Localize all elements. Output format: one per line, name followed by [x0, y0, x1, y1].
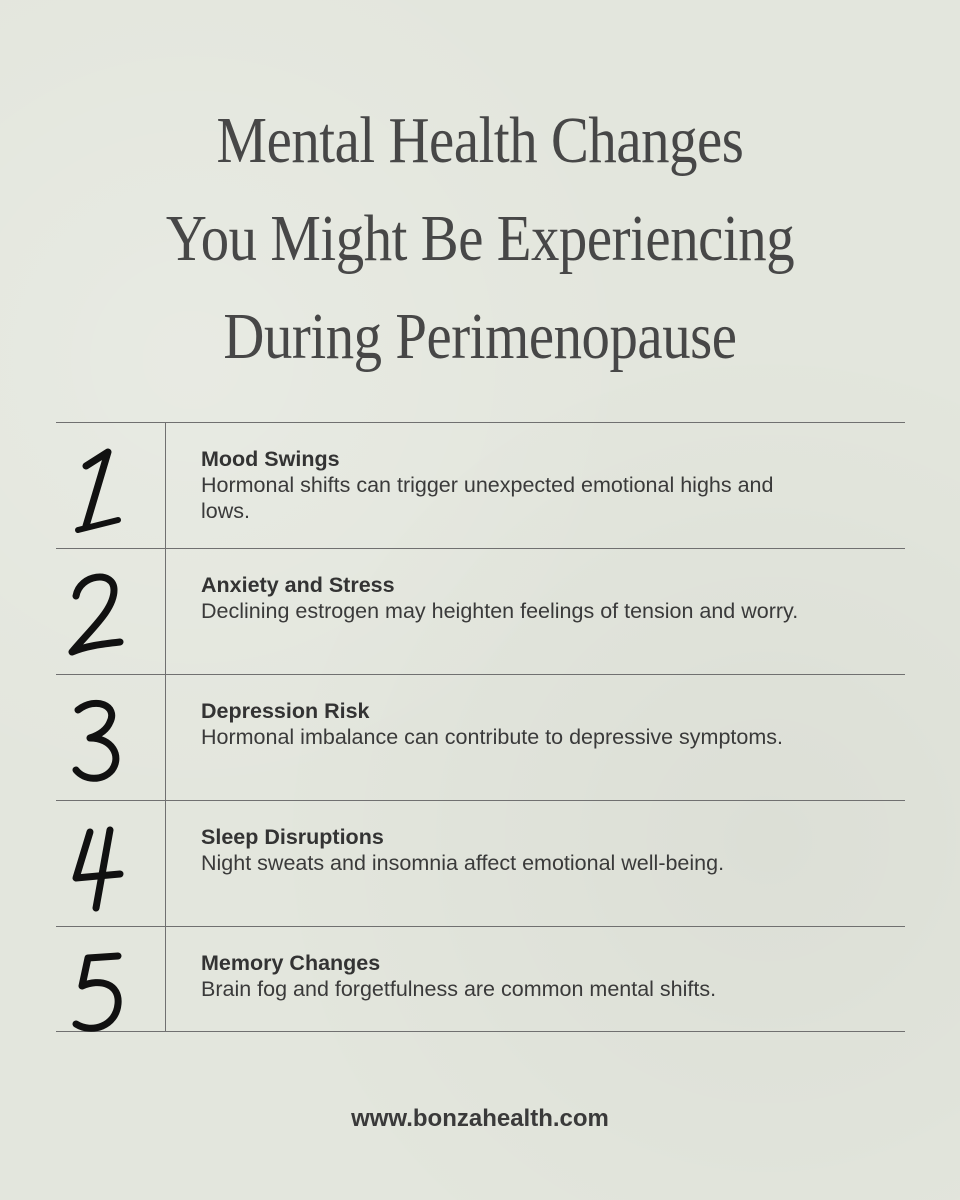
item-title: Memory Changes — [201, 951, 381, 975]
list-item — [56, 800, 905, 926]
item-title: Anxiety and Stress — [201, 573, 395, 597]
item-number — [56, 682, 156, 792]
website-link[interactable]: www.bonzahealth.com — [351, 1105, 609, 1132]
page-title — [0, 92, 960, 386]
list-item — [56, 548, 905, 674]
number-2-glyph — [56, 556, 156, 666]
title-line-3: During Perimenopause — [223, 300, 737, 373]
item-number — [56, 808, 156, 918]
item-description: Brain fog and forgetfulness are common mental shifts. — [201, 977, 717, 1001]
number-5-glyph — [56, 934, 156, 1044]
item-title: Sleep Disruptions — [201, 825, 384, 849]
item-description: Night sweats and insomnia affect emotional well-being. — [201, 851, 725, 875]
list-item — [56, 674, 905, 800]
item-number — [56, 430, 156, 540]
item-title: Depression Risk — [201, 699, 370, 723]
number-1-glyph — [56, 430, 156, 540]
item-description: Hormonal shifts can trigger unexpected emotional highs and lows. — [201, 473, 774, 523]
symptom-list — [56, 422, 905, 1032]
list-item — [56, 926, 905, 1052]
item-title: Mood Swings — [201, 447, 340, 471]
item-description: Hormonal imbalance can contribute to depressive symptoms. — [201, 725, 783, 749]
number-4-glyph — [56, 808, 156, 918]
title-line-1: Mental Health Changes — [216, 104, 744, 177]
item-number — [56, 934, 156, 1044]
number-3-glyph — [56, 682, 156, 792]
list-item — [56, 422, 905, 548]
item-description: Declining estrogen may heighten feelings of tension and worry. — [201, 599, 799, 623]
title-line-2: You Might Be Experiencing — [165, 202, 795, 275]
item-number — [56, 556, 156, 666]
